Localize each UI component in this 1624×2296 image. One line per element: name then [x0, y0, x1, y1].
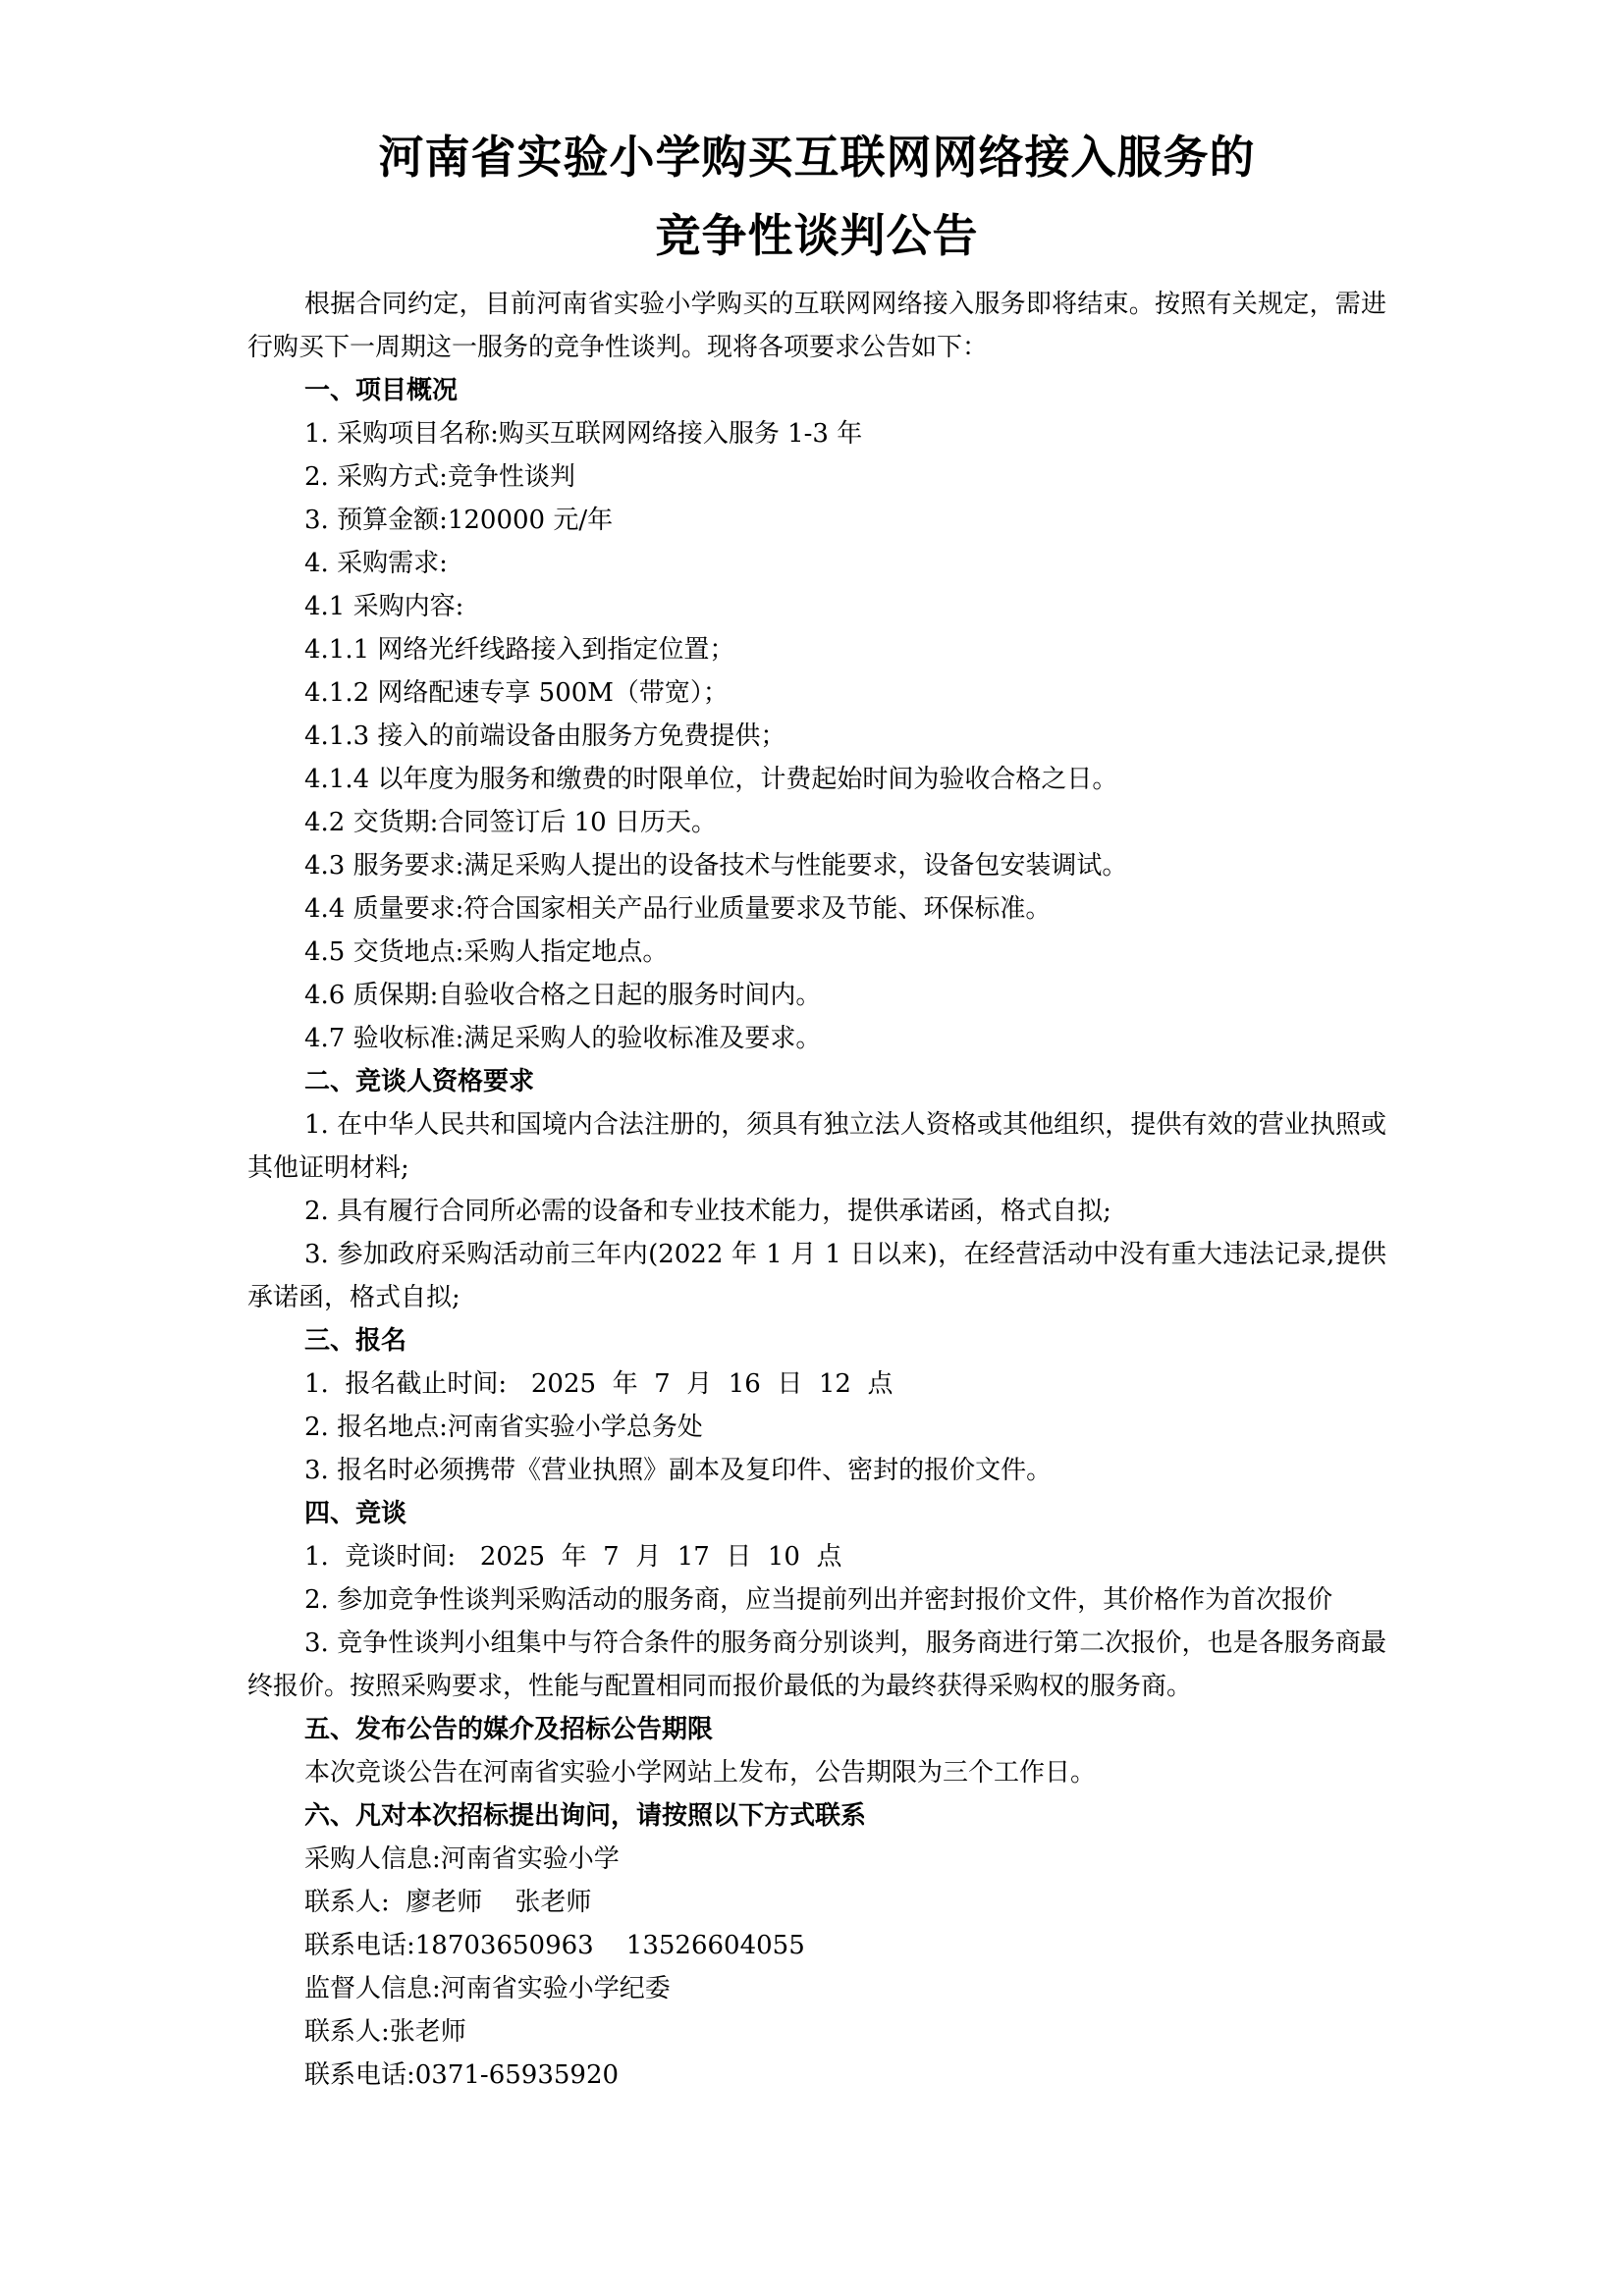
s1-item: 4.1.2 网络配速专享 500M（带宽）； — [304, 678, 729, 708]
s1-item: 4.2 交货期:合同签订后 10 日历天。 — [304, 808, 717, 837]
s5-text: 本次竞谈公告在河南省实验小学网站上发布，公告期限为三个工作日。 — [304, 1758, 1097, 1788]
document-title-line2: 竞争性谈判公告 — [655, 209, 979, 262]
s1-item: 4.1 采购内容: — [304, 592, 464, 621]
section-4-heading: 四、竞谈 — [304, 1499, 407, 1528]
section-5-heading: 五、发布公告的媒介及招标公告期限 — [304, 1715, 714, 1744]
contact-line: 采购人信息:河南省实验小学 — [304, 1844, 620, 1874]
s1-item: 4.1.4 以年度为服务和缴费的时限单位，计费起始时间为验收合格之日。 — [304, 765, 1118, 794]
s1-item: 4. 采购需求: — [304, 549, 448, 578]
contact-line: 联系人: 廖老师 张老师 — [304, 1888, 592, 1917]
s2-paragraph: 1. 在中华人民共和国境内合法注册的，须具有独立法人资格或其他组织，提供有效的营业执照或其他证明材料; — [247, 1110, 1386, 1183]
s2-paragraph: 2. 具有履行合同所必需的设备和专业技术能力，提供承诺函，格式自拟; — [304, 1197, 1111, 1226]
document-title-line1: 河南省实验小学购买互联网网络接入服务的 — [378, 131, 1256, 184]
s1-item: 4.1.3 接入的前端设备由服务方免费提供； — [304, 721, 786, 751]
document-page — [247, 118, 1386, 2097]
s1-item: 4.4 质量要求:符合国家相关产品行业质量要求及节能、环保标准。 — [304, 894, 1052, 924]
s2-paragraph: 3. 参加政府采购活动前三年内(2022 年 1 月 1 日以来)，在经营活动中没有重大违法记录,提供承诺函，格式自拟; — [247, 1240, 1386, 1312]
s1-item: 4.7 验收标准:满足采购人的验收标准及要求。 — [304, 1024, 822, 1053]
s3-item: 2. 报名地点:河南省实验小学总务处 — [304, 1413, 703, 1442]
s4-paragraph: 3. 竞争性谈判小组集中与符合条件的服务商分别谈判，服务商进行第二次报价，也是各服务商最终报价。按照采购要求，性能与配置相同而报价最低的为最终获得采购权的服务商。 — [247, 1629, 1386, 1701]
s1-item: 4.5 交货地点:采购人指定地点。 — [304, 937, 669, 967]
s4-paragraph: 2. 参加竞争性谈判采购活动的服务商，应当提前列出并密封报价文件，其价格作为首次报价 — [304, 1585, 1333, 1615]
section-3-heading: 三、报名 — [304, 1326, 407, 1356]
intro-paragraph: 根据合同约定，目前河南省实验小学购买的互联网网络接入服务即将结束。按照有关规定，需进行购买下一周期这一服务的竞争性谈判。现将各项要求公告如下： — [247, 290, 1386, 362]
contact-line: 联系人:张老师 — [304, 2017, 466, 2047]
s1-item: 4.1.1 网络光纤线路接入到指定位置； — [304, 635, 735, 665]
section-1-heading: 一、项目概况 — [304, 376, 459, 405]
s3-item: 3. 报名时必须携带《营业执照》副本及复印件、密封的报价文件。 — [304, 1456, 1053, 1485]
contact-line: 联系电话:0371-65935920 — [304, 2060, 620, 2090]
s4-item: 1. 竞谈时间: 2025 年 7 月 17 日 10 点 — [304, 1542, 842, 1572]
contact-line: 监督人信息:河南省实验小学纪委 — [304, 1974, 671, 2003]
s1-item: 3. 预算金额:120000 元/年 — [304, 506, 614, 535]
s1-item: 1. 采购项目名称:购买互联网网络接入服务 1-3 年 — [304, 419, 863, 449]
section-6-heading: 六、凡对本次招标提出询问，请按照以下方式联系 — [304, 1801, 867, 1831]
s1-item: 4.6 质保期:自验收合格之日起的服务时间内。 — [304, 981, 822, 1010]
section-2-heading: 二、竞谈人资格要求 — [304, 1067, 535, 1096]
s3-item: 1. 报名截止时间: 2025 年 7 月 16 日 12 点 — [304, 1369, 893, 1399]
contact-line: 联系电话:18703650963 13526604055 — [304, 1931, 805, 1960]
s1-item: 4.3 服务要求:满足采购人提出的设备技术与性能要求，设备包安装调试。 — [304, 851, 1128, 881]
s1-item: 2. 采购方式:竞争性谈判 — [304, 462, 575, 492]
